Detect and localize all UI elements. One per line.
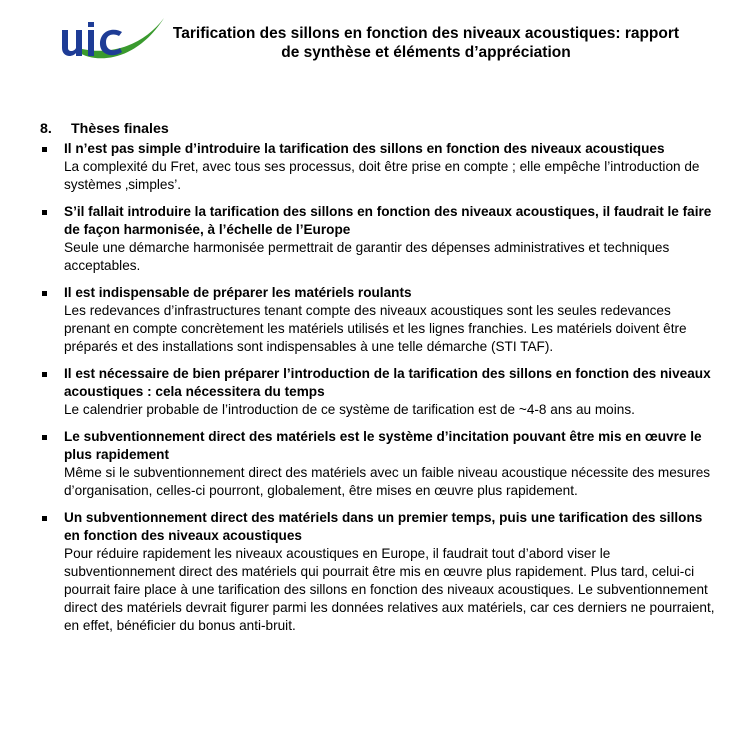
page-header xyxy=(0,0,742,80)
thesis-item xyxy=(40,509,720,635)
thesis-body: La complexité du Fret, avec tous ses processus, doit être prise en compte ; elle empêche l’introduction de systèmes ‚simples’. xyxy=(64,159,700,192)
thesis-title: Un subventionnement direct des matériels dans un premier temps, puis une tarification des sillons en fonction des niveaux acoustiques xyxy=(64,510,703,543)
thesis-title: Il est nécessaire de bien préparer l’introduction de la tarification des sillons en fonction des niveaux acoustiques : cela nécessitera du temps xyxy=(64,366,711,399)
section-theses-finales xyxy=(40,120,720,644)
thesis-body: Le calendrier probable de l’introduction de ce système de tarification est de ~4-8 ans au moins. xyxy=(64,402,635,417)
thesis-title: Le subventionnement direct des matériels est le système d’incitation pouvant être mis en œuvre le plus rapidement xyxy=(64,429,702,462)
thesis-body: Pour réduire rapidement les niveaux acoustiques en Europe, il faudrait tout d’abord viser le subventionnement direct des matériels qui pourrait être mis en œuvre plus rapidement. Plus tard, celui-ci pourrait faire place à une tarification des sillons en fonction des niveaux acoustiques. Le subventionnement direct des matériels devrait figurer parmi les données relatives aux matériels, car ces derniers ne pourraient, en effet, bénéficier du bonus anti-bruit. xyxy=(64,546,715,633)
thesis-title: Il est indispensable de préparer les matériels roulants xyxy=(64,285,412,300)
bullet-icon xyxy=(42,435,47,440)
thesis-body: Seule une démarche harmonisée permettrait de garantir des dépenses administratives et techniques acceptables. xyxy=(64,240,670,273)
thesis-body: Les redevances d’infrastructures tenant compte des niveaux acoustiques sont les seules redevances prenant en compte concrètement les matériels utilisés et les lignes franchies. Les matériels doivent être préparés et des installations sont indispensables à une telle démarche (STI TAF). xyxy=(64,303,687,354)
thesis-body: Même si le subventionnement direct des matériels avec un faible niveau acoustique nécessite des mesures d’organisation, celles-ci pourront, globalement, être mises en œuvre plus rapidement. xyxy=(64,465,711,498)
thesis-item xyxy=(40,284,720,356)
thesis-item xyxy=(40,140,720,194)
section-heading xyxy=(40,120,720,138)
bullet-icon xyxy=(42,291,47,296)
thesis-item xyxy=(40,365,720,419)
bullet-icon xyxy=(42,210,47,215)
thesis-item xyxy=(40,203,720,275)
thesis-item xyxy=(40,428,720,500)
thesis-title: S’il fallait introduire la tarification des sillons en fonction des niveaux acoustiques, il faudrait le faire de façon harmonisée, à l’échelle de l’Europe xyxy=(64,204,712,237)
section-title: Thèses finales xyxy=(71,121,169,137)
bullet-icon xyxy=(42,516,47,521)
uic-logo xyxy=(56,12,168,70)
bullet-icon xyxy=(42,147,47,152)
document-title: Tarification des sillons en fonction des niveaux acoustiques: rapport de synthèse et éléments d’appréciation xyxy=(172,25,680,61)
section-number: 8. xyxy=(40,121,52,137)
thesis-title: Il n’est pas simple d’introduire la tarification des sillons en fonction des niveaux acoustiques xyxy=(64,141,665,156)
bullet-icon xyxy=(42,372,47,377)
theses-list xyxy=(40,140,720,635)
